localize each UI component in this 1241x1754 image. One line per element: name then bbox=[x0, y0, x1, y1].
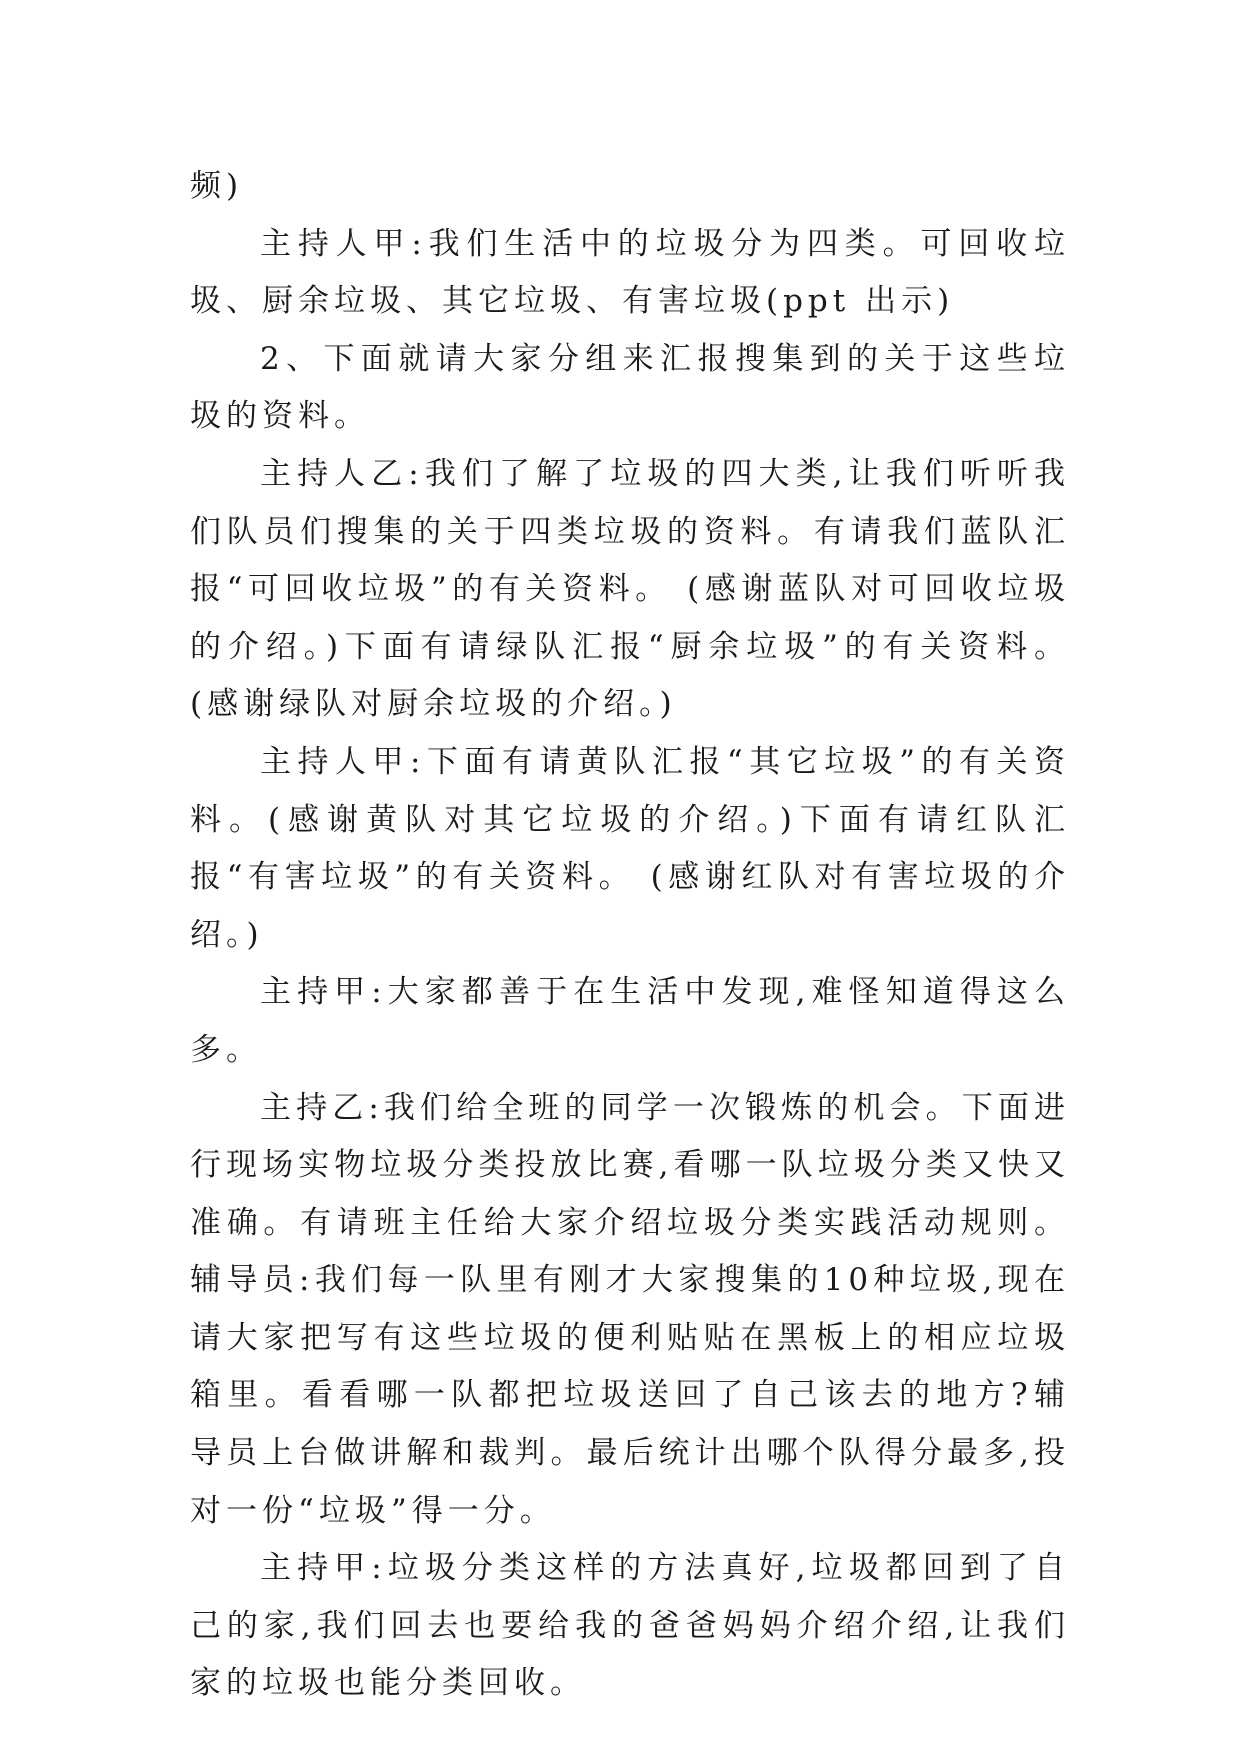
paragraph-host-a-categories: 主持人甲:我们生活中的垃圾分为四类。可回收垃圾、厨余垃圾、其它垃圾、有害垃圾(ppt 出示) bbox=[190, 225, 1070, 320]
paragraph-host-b-contest: 主持乙:我们给全班的同学一次锻炼的机会。下面进行现场实物垃圾分类投放比赛,看哪一队垃圾分类又快又准确。有请班主任给大家介绍垃圾分类实践活动规则。辅导员:我们每一队里有刚才大家搜集的10种垃圾,现在请大家把写有这些垃圾的便利贴贴在黑板上的相应垃圾箱里。看看哪一队都把垃圾送回了自己该去的地方?辅导员上台做讲解和裁判。最后统计出哪个队得分最多,投对一份“垃圾”得一分。 bbox=[190, 1089, 1070, 1529]
document-body bbox=[190, 158, 1070, 1713]
paragraph-continuation: 频) bbox=[190, 168, 244, 204]
paragraph-group-report: 2、下面就请大家分组来汇报搜集到的关于这些垃圾的资料。 bbox=[190, 340, 1070, 435]
paragraph-host-a-teams: 主持人甲:下面有请黄队汇报“其它垃圾”的有关资料。(感谢黄队对其它垃圾的介绍。)下面有请红队汇报“有害垃圾”的有关资料。 (感谢红队对有害垃圾的介绍。) bbox=[190, 743, 1070, 953]
paragraph-host-b-teams: 主持人乙:我们了解了垃圾的四大类,让我们听听我们队员们搜集的关于四类垃圾的资料。有请我们蓝队汇报“可回收垃圾”的有关资料。 (感谢蓝队对可回收垃圾的介绍。)下面有请绿队汇报“厨余垃圾”的有关资料。 (感谢绿队对厨余垃圾的介绍。) bbox=[190, 455, 1070, 723]
paragraph-host-a-discover: 主持甲:大家都善于在生活中发现,难怪知道得这么多。 bbox=[190, 974, 1070, 1068]
paragraph-host-a-closing: 主持甲:垃圾分类这样的方法真好,垃圾都回到了自己的家,我们回去也要给我的爸爸妈妈介绍介绍,让我们家的垃圾也能分类回收。 bbox=[190, 1550, 1070, 1702]
